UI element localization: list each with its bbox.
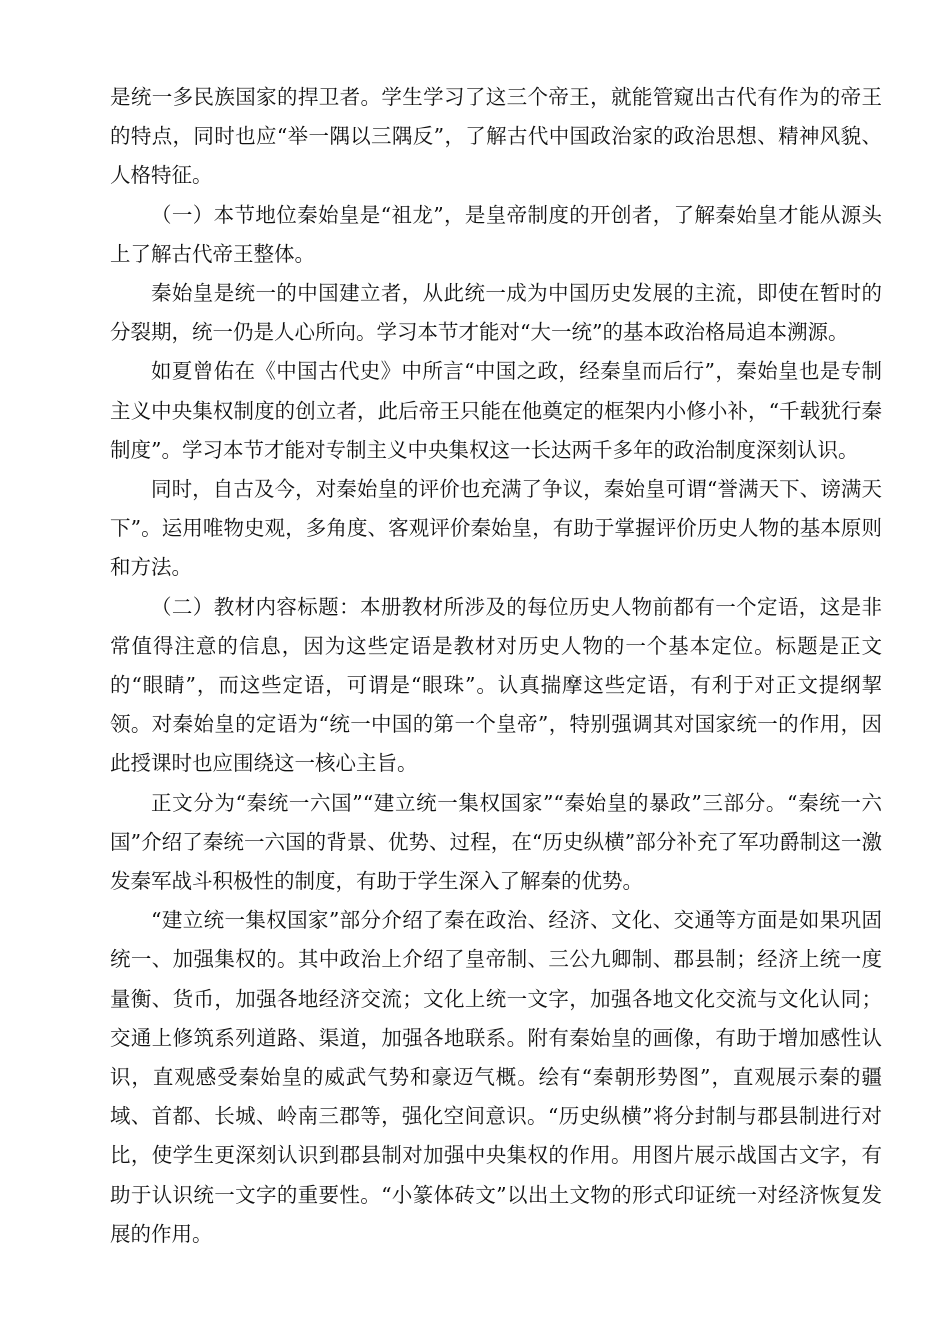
paragraph-unification: 秦始皇是统一的中国建立者，从此统一成为中国历史发展的主流，即使在暂时的分裂期，统一仍是人心所向。学习本节才能对“大一统”的基本政治格局追本溯源。 — [110, 281, 882, 345]
paragraph-unified-state: “建立统一集权国家”部分介绍了秦在政治、经济、文化、交通等方面是如果巩固统一、加强集权的。其中政治上介绍了皇帝制、三公九卿制、郡县制；经济上统一度量衡、货币，加强各地经济交流；文化上统一文字，加强各地文化交流与文化认同；交通上修筑系列道路、渠道，加强各地联系。附有秦始皇的画像，有助于增加感性认识，直观感受秦始皇的威武气势和豪迈气概。绘有“秦朝形势图”，直观展示秦的疆域、首都、长城、岭南三郡等，强化空间意识。“历史纵横”将分封制与郡县制进行对比，使学生更深刻认识到郡县制对加强中央集权的作用。用图片展示战国古文字，有助于认识统一文字的重要性。“小篆体砖文”以出土文物的形式印证统一对经济恢复发展的作用。 — [110, 908, 882, 1246]
document-page — [110, 78, 882, 1254]
paragraph-evaluation: 同时，自古及今，对秦始皇的评价也充满了争议，秦始皇可谓“誉满天下、谤满天下”。运用唯物史观，多角度、客观评价秦始皇，有助于掌握评价历史人物的基本原则和方法。 — [110, 477, 882, 580]
paragraph-section-position: （一）本节地位秦始皇是“祖龙”，是皇帝制度的开创者，了解秦始皇才能从源头上了解古代帝王整体。 — [110, 202, 882, 266]
paragraph-continuation: 是统一多民族国家的捍卫者。学生学习了这三个帝王，就能管窥出古代有作为的帝王的特点，同时也应“举一隅以三隅反”，了解古代中国政治家的政治思想、精神风貌、人格特征。 — [110, 85, 882, 188]
paragraph-textbook-content: （二）教材内容标题：本册教材所涉及的每位历史人物前都有一个定语，这是非常值得注意的信息，因为这些定语是教材对历史人物的一个基本定位。标题是正文的“眼睛”，而这些定语，可谓是“眼珠”。认真揣摩这些定语，有利于对正文提纲挈领。对秦始皇的定语为“统一中国的第一个皇帝”，特别强调其对国家统一的作用，因此授课时也应围绕这一核心主旨。 — [110, 594, 882, 776]
paragraph-text-structure: 正文分为“秦统一六国”“建立统一集权国家”“秦始皇的暴政”三部分。“秦统一六国”介绍了秦统一六国的背景、优势、过程，在“历史纵横”部分补充了军功爵制这一激发秦军战斗积极性的制度，有助于学生深入了解秦的优势。 — [110, 790, 882, 894]
paragraph-centralization: 如夏曾佑在《中国古代史》中所言“中国之政，经秦皇而后行”，秦始皇也是专制主义中央集权制度的创立者，此后帝王只能在他奠定的框架内小修小补，“千载犹行秦制度”。学习本节才能对专制主义中央集权这一长达两千多年的政治制度深刻认识。 — [110, 359, 882, 462]
